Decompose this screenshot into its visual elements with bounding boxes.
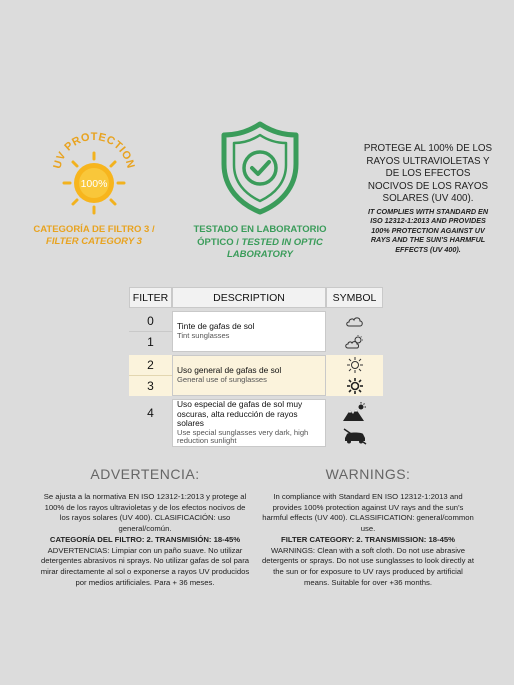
description-es: Uso general de gafas de sol (177, 365, 282, 376)
description-es: Tinte de gafas de sol (177, 321, 255, 332)
filter-category-caption (28, 224, 160, 248)
filter-numbers (129, 355, 172, 396)
warning-body (262, 492, 474, 588)
warning-title: WARNINGS: (325, 466, 411, 482)
sun-icon (40, 118, 148, 218)
warning-body (40, 492, 250, 588)
protection-statement (362, 143, 494, 254)
filter-description (172, 311, 326, 352)
filter-symbols (326, 355, 383, 396)
warning-p1: In compliance with Standard EN ISO 12312-1:2013 and provides 100% protection against UV rays and the sun's harmful effects (UV 400). CLASSIFICATION: general/common use. (262, 492, 474, 534)
sun-bold-icon (345, 377, 365, 395)
warning-p1: Se ajusta a la normativa EN ISO 12312-1:2013 y protege al 100% de los rayos ultravioletas y de los efectos nocivos de los rayos solares (UV 400). CLASIFICACIÓN: uso general/común. (43, 492, 247, 534)
mountain-sun-icon (342, 402, 368, 422)
header-description: DESCRIPTION (172, 287, 326, 308)
warning-es (40, 466, 250, 588)
filter-number: 0 (129, 311, 172, 332)
protection-text-en: IT COMPLIES WITH STANDARD EN ISO 12312-1:2013 AND PROVIDES 100% PROTECTION AGAINST UV RAYS AND THE SUN'S HARMFUL EFFECTS (UV 400). (367, 206, 489, 254)
protection-text-es: PROTEGE AL 100% DE LOS RAYOS ULTRAVIOLETAS Y DE LOS EFECTOS NOCIVOS DE LOS RAYOS SOLARES (UV 400). (363, 143, 493, 205)
uv-percent: 100% (80, 178, 108, 190)
warning-p3: WARNINGS: Clean with a soft cloth. Do not use abrasive detergents or sprays. Do not use sunglasses to look directly at the sun or for exposure to UV rays produced by artificial means. Suitable for over +36 months. (262, 545, 474, 587)
warning-p3: ADVERTENCIAS: Limpiar con un paño suave. No utilizar detergentes abrasivos ni sprays. No utilizar gafas de sol para mirar directamente al sol o exponerse a rayos UV producidos por medios artificiales. Para + 36 meses. (40, 545, 250, 587)
filter-description (172, 399, 326, 447)
filter-number: 1 (147, 335, 154, 349)
shield-check-icon (218, 120, 302, 216)
filter-number: 2 (129, 355, 172, 376)
description-es: Uso especial de gafas de sol muy oscuras, alta reducción de rayos solares (177, 399, 303, 429)
warning-p2: CATEGORÍA DEL FILTRO: 2. TRANSMISIÓN: 18-45% (49, 534, 241, 544)
warning-en (262, 466, 474, 588)
description-en: Use special sunglasses very dark, high reduction sunlight (177, 427, 309, 446)
lab-caption-es: TESTADO EN LABORATORIO ÓPTICO / (193, 224, 327, 248)
caption-es: CATEGORÍA DE FILTRO 3 / (33, 224, 155, 235)
table-row (129, 355, 383, 396)
uv-protection-badge (28, 118, 160, 248)
warning-p2: FILTER CATEGORY: 2. TRANSMISSION: 18-45% (281, 534, 455, 544)
caption-en: FILTER CATEGORY 3 (46, 236, 142, 247)
description-en: Tint sunglasses (177, 331, 230, 340)
filter-number: 3 (147, 379, 154, 393)
sun-outline-icon (345, 356, 365, 374)
filter-description (172, 355, 326, 396)
header-symbol: SYMBOL (326, 287, 383, 308)
filter-numbers (129, 399, 172, 447)
lab-caption-en: TESTED IN OPTIC LABORATORY (227, 236, 323, 260)
description-en: General use of sunglasses (177, 375, 267, 384)
filter-table (129, 287, 383, 447)
partly-cloudy-icon (344, 334, 366, 350)
table-header (129, 287, 383, 308)
warning-title: ADVERTENCIA: (90, 466, 200, 482)
table-row (129, 311, 383, 352)
uv-arc-text: UV PROTECTION (51, 130, 137, 170)
cloud-sun-icon (344, 313, 366, 329)
no-driving-icon (342, 427, 368, 445)
filter-symbols (326, 311, 383, 352)
filter-symbols (326, 399, 383, 447)
filter-numbers (129, 311, 172, 352)
filter-number: 4 (147, 406, 154, 420)
table-row (129, 399, 383, 447)
header-filter: FILTER (129, 287, 172, 308)
lab-tested-badge (190, 120, 330, 262)
lab-caption (190, 224, 330, 262)
